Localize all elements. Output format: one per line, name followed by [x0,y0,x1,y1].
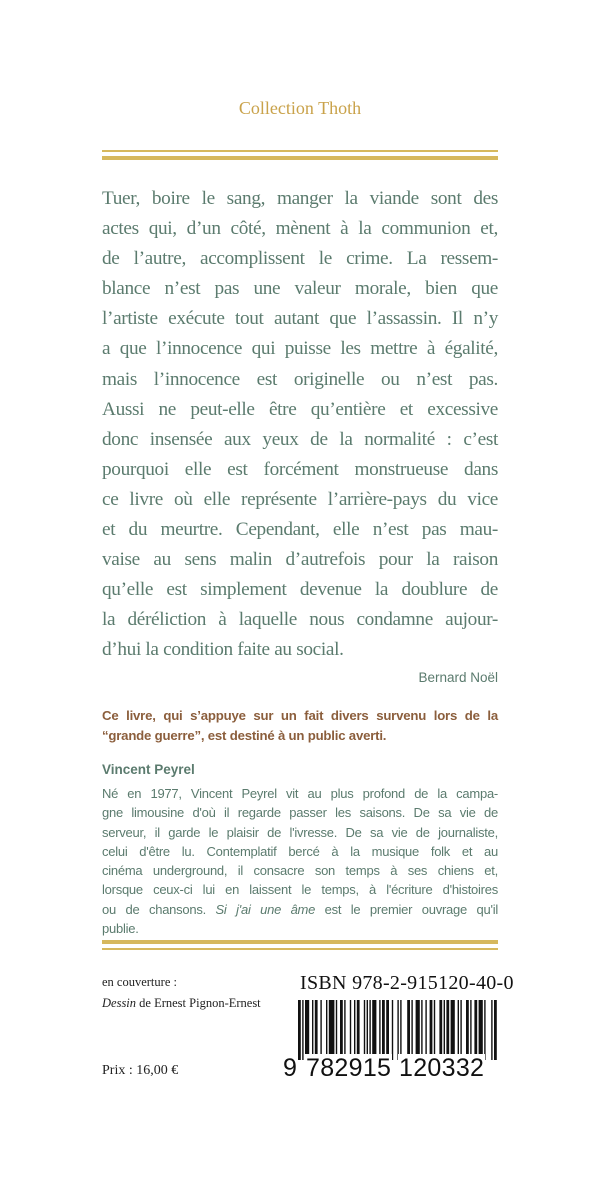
barcode-bar [379,1000,380,1060]
quote-line: vaise au sens malin d’autrefois pour la raison [102,549,498,571]
barcode-bar [397,1000,398,1060]
quote-line: mais l’innocence est originelle ou n’est pas. [102,368,498,390]
isbn: ISBN 978-2-915120-40-0 [300,972,514,994]
barcode-bar [298,1000,301,1060]
quote-line: d’hui la condition faite au social. [102,639,344,661]
barcode-bars [280,1000,500,1060]
cover-work: Dessin [102,996,137,1010]
barcode-bar [364,1000,365,1060]
top-rule-thin [102,150,498,152]
barcode-bar [439,1000,442,1060]
barcode-bar [350,1000,351,1060]
barcode-bar [416,1000,420,1060]
collection-name: Collection Thoth [238,98,362,118]
barcode-bar [302,1000,303,1060]
barcode-bar [421,1000,422,1060]
barcode-group-2: 120332 [399,1054,485,1082]
author-bio [102,784,498,938]
barcode-bar [407,1000,410,1060]
barcode-bar [484,1000,485,1060]
barcode-bar [386,1000,389,1060]
bottom-rule-thin [102,948,498,950]
barcode-bar [336,1000,337,1060]
quote-line: blance n’est pas une valeur morale, bien que [102,278,498,300]
quote-line: a que l’innocence qui puisse les mettre à égalité, [102,338,498,360]
bio-line: lorsque ceux-ci lui en laissent le temps, à l'écriture d'histoires [102,882,498,898]
bio-line: cinéma underground, il consacre son temps à ses chiens et, [102,863,498,879]
audience-warning [102,706,498,746]
bio-line: celui d'être lu. Contemplatif bercé à la musique folk et au [102,843,498,859]
barcode-bar [430,1000,433,1060]
barcode-bar [446,1000,449,1060]
barcode-bar [312,1000,313,1060]
barcode-bar [354,1000,355,1060]
bio-line: Né en 1977, Vincent Peyrel vit au plus profond de la campa- [102,786,498,801]
barcode-bar [474,1000,477,1060]
quote-line: de l’autre, accomplissent le crime. La ressem- [102,248,498,270]
quote-line: actes qui, d’un côté, mènent à la communion et, [102,218,498,240]
quote-line: et du meurtre. Cependant, elle n’est pas mau- [102,519,498,541]
barcode-bar [305,1000,309,1060]
author-bio-title: Vincent Peyrel [102,762,195,777]
quote-line: donc insensée aux yeux de la normalité : c’est [102,428,498,450]
quote-line: l’artiste exécute tout autant que l’assassin. Il n’y [102,308,498,330]
quote-line: ce livre où elle représente l’arrière-pays du vice [102,488,498,510]
barcode-bar [382,1000,385,1060]
bio-line: serveur, il garde le plaisir de l'ivresse. De sa vie de journaliste, [102,824,498,840]
barcode-bar [369,1000,370,1060]
barcode-bar [425,1000,426,1060]
bio-line-text: est le premier ouvrage qu'il [315,901,498,917]
barcode-bar [458,1000,459,1060]
barcode-bar [434,1000,435,1060]
barcode-bar [494,1000,497,1060]
bio-line: publie. [102,921,139,937]
barcode-bar [411,1000,412,1060]
barcode-bar [491,1000,492,1060]
quote-text [102,184,498,666]
bio-line [102,900,498,919]
barcode-bar [444,1000,445,1060]
quote-line: Aussi ne peut-elle être qu’entière et excessive [102,398,498,420]
barcode-bar [329,1000,335,1060]
quote-line: qu’elle est simplement devenue la doublure de [102,579,498,601]
price: Prix : 16,00 € [102,1063,179,1078]
barcode-bar [357,1000,360,1060]
barcode-bar [392,1000,393,1060]
cover-credit-label: en couverture : [102,975,177,989]
quote-author: Bernard Noël [418,670,498,685]
barcode-bar [367,1000,368,1060]
barcode-bar [340,1000,343,1060]
barcode-first-digit: 9 [283,1054,298,1082]
bio-line-text: ou de chansons. [102,901,206,917]
barcode-bar [466,1000,469,1060]
quote-line: Tuer, boire le sang, manger la viande sont des [102,188,498,209]
bio-line: gne limousine d'où il regarde passer les saisons. De sa vie de [102,805,498,821]
top-rule-thick [102,156,498,160]
barcode-group-1: 782915 [306,1054,392,1082]
warning-line: Ce livre, qui s’appuye sur un fait divers survenu lors de la [102,708,498,723]
barcode-bar [344,1000,345,1060]
barcode-bar [320,1000,321,1060]
cover-artist: de Ernest Pignon-Ernest [136,996,261,1010]
bottom-rule-thick [102,940,498,944]
barcode-bar [315,1000,318,1060]
barcode-bar [451,1000,455,1060]
cover-credit [102,996,261,1011]
quote-line: pourquoi elle est forcément monstrueuse dans [102,458,498,480]
barcode-bar [326,1000,327,1060]
barcode-bar [400,1000,401,1060]
barcode-bar [460,1000,461,1060]
warning-line: “grande guerre”, est destiné à un public averti. [102,728,387,743]
quote-line: la déréliction à laquelle nous condamne aujour- [102,609,498,631]
book-title: Si j'ai une âme [215,901,316,917]
barcode-bar [470,1000,471,1060]
barcode-bar [479,1000,483,1060]
barcode-bar [372,1000,376,1060]
